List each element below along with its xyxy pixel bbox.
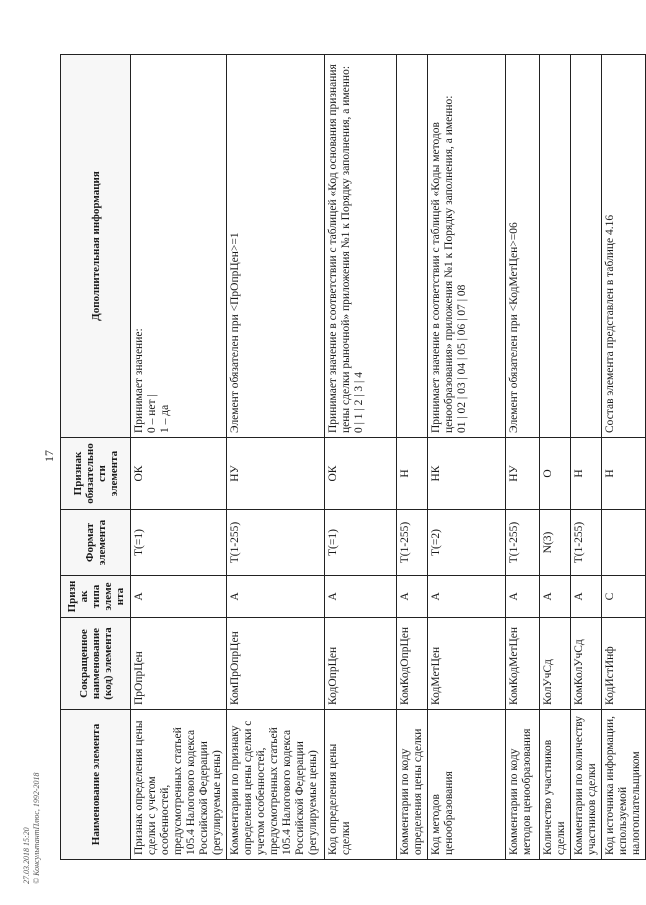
cell-additional-info: [506, 55, 540, 438]
info-line: 1 – да: [159, 404, 171, 433]
footer-date: 27.03.2018 15:20: [22, 827, 31, 884]
cell-additional-info: [428, 55, 506, 438]
header-name: Наименование элемента: [61, 710, 131, 860]
cell-additional-info: [131, 55, 227, 438]
header-info: Дополнительная информация: [61, 55, 131, 438]
header-code: Сокращенное наименование (код) элемента: [61, 618, 131, 710]
table-body: [131, 55, 646, 860]
cell-element-required: НУ: [227, 438, 325, 510]
cell-element-name: Код источника информации, используемой налогоплательщиком: [602, 710, 646, 860]
cell-element-name: Комментарии по коду определения цены сделки: [397, 710, 428, 860]
header-required: Признак обязательности элемента: [61, 438, 131, 510]
cell-element-format: [602, 510, 646, 576]
cell-element-name: Признак определения цены сделки с учетом особенностей, предусмотренных статьей 105.4 Налогового кодекса Российской Федерации (регулируемые цены): [131, 710, 227, 860]
footer-stamp: [22, 772, 42, 884]
cell-element-format: T(=1): [325, 510, 397, 576]
cell-element-name: Комментарии по признаку определения цены сделки с учетом особенностей, предусмотренных статьей 105.4 Налогового кодекса Российской Федерации (регулируемые цены): [227, 710, 325, 860]
cell-element-code: КодИстИнф: [602, 618, 646, 710]
cell-element-type: А: [325, 576, 397, 618]
cell-additional-info: [571, 55, 602, 438]
cell-element-format: T(1-255): [227, 510, 325, 576]
cell-element-required: ОК: [131, 438, 227, 510]
cell-element-type: А: [227, 576, 325, 618]
cell-element-required: Н: [571, 438, 602, 510]
info-line: Принимает значение в соответствии с таблицей «Коды методов ценообразования» приложения №1 к Порядку заполнения, а именно:: [430, 95, 455, 433]
cell-element-code: КомКодОпрЦен: [397, 618, 428, 710]
cell-additional-info: [602, 55, 646, 438]
info-line: 01 | 02 | 03 | 04 | 05 | 06 | 07 | 08: [456, 284, 468, 433]
cell-element-code: КодМетЦен: [428, 618, 506, 710]
cell-element-required: ОК: [325, 438, 397, 510]
header-type: Признак типа элемента: [61, 576, 131, 618]
cell-element-required: НК: [428, 438, 506, 510]
cell-element-required: Н: [602, 438, 646, 510]
cell-additional-info: [325, 55, 397, 438]
cell-element-code: КолУчСд: [540, 618, 571, 710]
cell-element-format: T(1-255): [571, 510, 602, 576]
table-row: [506, 55, 540, 860]
cell-element-format: T(=1): [131, 510, 227, 576]
info-line: 0 | 1 | 2 | 3 | 4: [353, 372, 365, 433]
cell-element-format: T(1-255): [397, 510, 428, 576]
table-row: [227, 55, 325, 860]
table-row: [571, 55, 602, 860]
cell-element-type: А: [540, 576, 571, 618]
cell-element-type: А: [506, 576, 540, 618]
element-spec-table: [60, 54, 646, 860]
cell-additional-info: [397, 55, 428, 438]
cell-element-name: Комментарии по коду методов ценообразования: [506, 710, 540, 860]
cell-element-code: КомПрОпрЦен: [227, 618, 325, 710]
table-row: [428, 55, 506, 860]
info-line: Принимает значение:: [133, 328, 145, 433]
cell-element-name: Комментарии по количеству участников сделки: [571, 710, 602, 860]
cell-element-code: КодОпрЦен: [325, 618, 397, 710]
cell-element-format: T(1-255): [506, 510, 540, 576]
cell-element-format: N(3): [540, 510, 571, 576]
table-row: [131, 55, 227, 860]
cell-element-name: Количество участников сделки: [540, 710, 571, 860]
info-line: 0 – нет |: [146, 394, 158, 433]
cell-element-format: T(=2): [428, 510, 506, 576]
cell-element-name: Код определения цены сделки: [325, 710, 397, 860]
cell-element-name: Код методов ценообразования: [428, 710, 506, 860]
table-header-row: [61, 55, 131, 860]
header-format: Формат элемента: [61, 510, 131, 576]
cell-element-code: КомКодМетЦен: [506, 618, 540, 710]
page-number: 17: [42, 450, 56, 462]
cell-element-required: НУ: [506, 438, 540, 510]
cell-additional-info: [227, 55, 325, 438]
cell-element-code: ПрОпрЦен: [131, 618, 227, 710]
table-row: [602, 55, 646, 860]
info-line: Состав элемента представлен в таблице 4.16: [604, 214, 616, 433]
info-line: Элемент обязателен при <КодМетЦен>=06: [508, 222, 520, 433]
rotated-table-container: [60, 55, 642, 860]
table-row: [325, 55, 397, 860]
cell-element-type: А: [571, 576, 602, 618]
cell-element-type: С: [602, 576, 646, 618]
cell-additional-info: [540, 55, 571, 438]
cell-element-type: А: [397, 576, 428, 618]
table-row: [397, 55, 428, 860]
cell-element-required: О: [540, 438, 571, 510]
footer-source: © КонсультантПлюс, 1992-2018: [32, 772, 41, 884]
cell-element-type: А: [131, 576, 227, 618]
cell-element-type: А: [428, 576, 506, 618]
cell-element-code: КомКолУчСд: [571, 618, 602, 710]
info-line: Принимает значение в соответствии с таблицей «Код основания признания цены сделки рыночной» приложения №1 к Порядку заполнения, а именно:: [327, 64, 352, 433]
info-line: Элемент обязателен при <ПрОпрЦен>=1: [229, 232, 241, 433]
table-row: [540, 55, 571, 860]
cell-element-required: Н: [397, 438, 428, 510]
